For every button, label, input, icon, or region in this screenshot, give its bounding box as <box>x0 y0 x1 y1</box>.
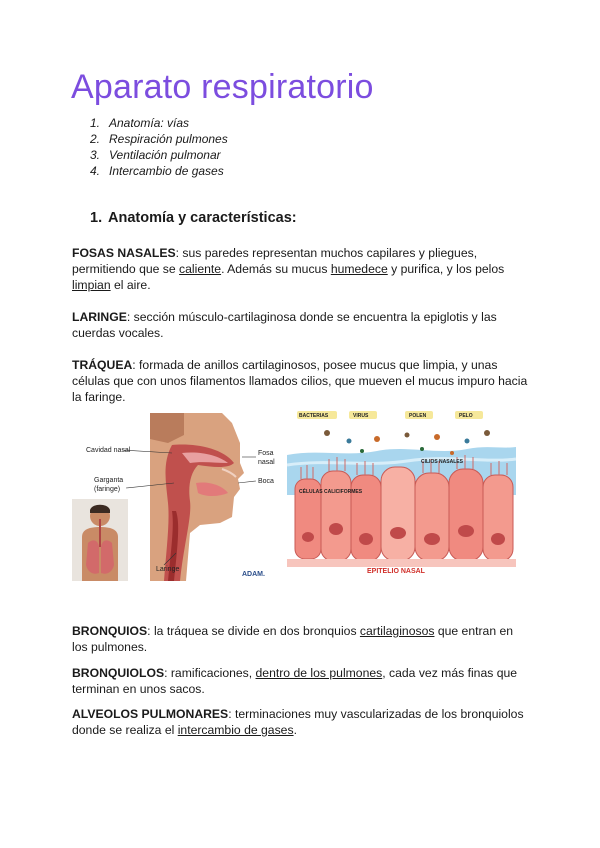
label-celulas-caliciformes: CÉLULAS CALICIFORMES <box>299 489 363 495</box>
adam-logo: ADAM. <box>242 571 265 578</box>
section-heading: 1. Anatomía y características: <box>90 210 297 226</box>
term-bronquiolos: BRONQUIOLOS <box>72 666 165 680</box>
label-fosa: Fosa <box>258 450 274 457</box>
paragraph-bronquiolos: BRONQUIOLOS: ramificaciones, dentro de los pulmones, cada vez más finas que terminan en unos sacos. <box>72 666 518 696</box>
paragraph-bronquios: BRONQUIOS: la tráquea se divide en dos bronquios cartilaginosos que entran en los pulmones. <box>72 624 514 654</box>
term-alveolos: ALVEOLOS PULMONARES <box>72 707 229 721</box>
paragraph-alveolos: ALVEOLOS PULMONARES: terminaciones muy vascularizadas de los bronquiolos donde se realiza el intercambio de gases. <box>72 707 524 737</box>
term-bronquios: BRONQUIOS <box>72 624 148 638</box>
label-polen: POLEN <box>409 413 427 419</box>
term-laringe: LARINGE <box>72 310 127 324</box>
epithelial-cells <box>287 467 516 567</box>
label-bacterias: BACTERIAS <box>299 413 329 419</box>
toc-item: 2. Respiración pulmones <box>90 132 228 146</box>
nasal-anatomy-figure <box>72 413 288 581</box>
nasal-epithelium-figure <box>287 405 516 580</box>
term-fosas: FOSAS NASALES <box>72 246 176 260</box>
label-nasal: nasal <box>258 459 275 466</box>
label-laringe: Laringe <box>156 566 180 573</box>
toc-item-label: Ventilación pulmonar <box>109 148 221 162</box>
paragraph-fosas-nasales: FOSAS NASALES: sus paredes representan muchos capilares y pliegues, permitiendo que se caliente. Además su mucus humedece y purifica, y los pelos limpian el aire. <box>72 246 505 292</box>
label-boca: Boca <box>258 478 274 485</box>
paragraph-traquea: TRÁQUEA: formada de anillos cartilaginosos, posee mucus que limpia, y unas células que con unos filamentos llamados cilios, que mueven el mucus impuro hacia la faringe. <box>72 358 528 404</box>
label-cilios-nasales: CILIOS NASALES <box>421 459 463 465</box>
table-of-contents <box>90 115 228 179</box>
toc-item-label: Anatomía: vías <box>109 116 190 130</box>
paragraph-laringe: LARINGE: sección músculo-cartilaginosa donde se encuentra la epiglotis y las cuerdas vocales. <box>72 310 497 340</box>
label-faringe: (faringe) <box>94 486 121 493</box>
toc-item: 1. Anatomía: vías <box>90 116 190 130</box>
label-pelo: PELO <box>459 413 473 419</box>
label-epitelio-nasal: EPITELIO NASAL <box>367 568 425 575</box>
label-cavidad-nasal: Cavidad nasal <box>86 447 131 454</box>
page-title: Aparato respiratorio <box>71 68 374 106</box>
label-garganta: Garganta <box>94 477 124 484</box>
toc-item-label: Respiración pulmones <box>109 132 228 146</box>
term-traquea: TRÁQUEA <box>72 358 133 372</box>
label-virus: VIRUS <box>353 413 369 419</box>
toc-item-label: Intercambio de gases <box>109 164 224 178</box>
toc-item: 3. Ventilación pulmonar <box>90 148 221 162</box>
toc-item: 4. Intercambio de gases <box>90 164 224 178</box>
